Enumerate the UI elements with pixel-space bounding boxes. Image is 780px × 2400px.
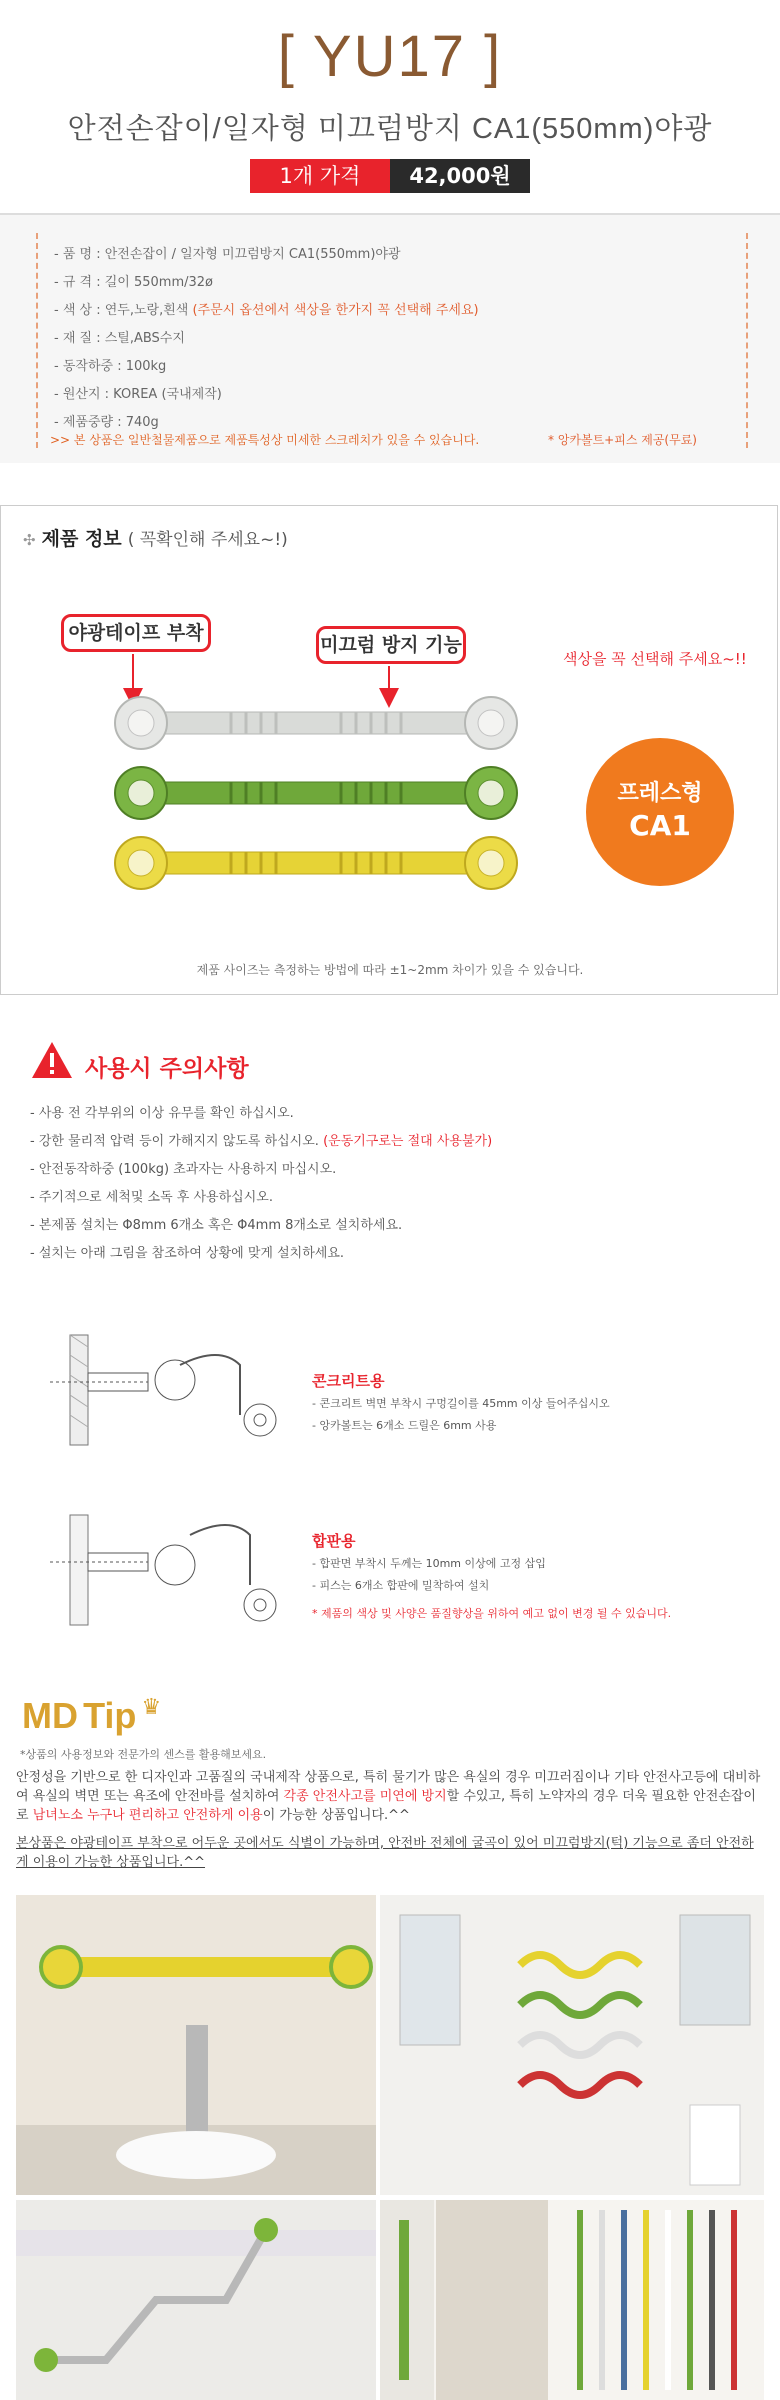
md-tip-subtitle: *상품의 사용정보와 전문가의 센스를 활용해보세요. xyxy=(20,1748,267,1761)
spec-color xyxy=(54,297,479,325)
spec-size: - 규 격 : 길이 550mm/32ø xyxy=(54,275,213,290)
white-grab-bar xyxy=(115,697,517,749)
caution-item-text: - 강한 물리적 압력 등이 가해지지 않도록 하십시오. xyxy=(30,1134,319,1149)
caution-list xyxy=(30,1100,750,1268)
model-code: [ YU17 ] xyxy=(277,24,503,89)
concrete-line: - 앙카볼트는 6개소 드릴은 6mm 사용 xyxy=(312,1419,497,1432)
spec-material: - 재 질 : 스틸,ABS수지 xyxy=(54,331,185,346)
spec-color-note: (주문시 옵션에서 색상을 한가지 꼭 선택해 주세요) xyxy=(192,303,479,318)
glow-tape-label: 야광테이프 부착 xyxy=(68,622,204,644)
md-tip-md: MD xyxy=(22,1695,78,1736)
grab-bars-illustration xyxy=(1,636,561,936)
spec-name: - 품 명 : 안전손잡이 / 일자형 미끄럼방지 CA1(550mm)야광 xyxy=(54,247,401,262)
badge-line1: 프레스형 xyxy=(617,781,703,806)
crown-icon: ♛ xyxy=(141,1695,162,1720)
caution-item: - 주기적으로 세척및 소독 후 사용하십시오. xyxy=(30,1190,273,1205)
green-grab-bar xyxy=(115,767,517,819)
photo-vertical-bars xyxy=(380,2200,764,2400)
spec-load: - 동작하중 : 100kg xyxy=(54,359,167,374)
product-header xyxy=(0,0,780,193)
caution-item-warning: (운동기구로는 절대 사용불가) xyxy=(323,1134,493,1149)
spec-footnote-extra: * 앙카볼트+피스 제공(무료) xyxy=(548,433,697,447)
badge-line2: CA1 xyxy=(629,809,691,842)
spec-weight: - 제품중량 : 740g xyxy=(54,415,159,430)
product-info-title: 제품 정보 xyxy=(41,528,122,550)
photo-bathroom-yellow-bar xyxy=(16,1895,376,2195)
nonslip-label: 미끄럼 방지 기능 xyxy=(320,634,462,656)
caution-item xyxy=(30,1128,750,1156)
md-tip-text-b: 할 수있고, 특히 노약자의 경우 더욱 필요한 안전손잡이로 xyxy=(16,1789,756,1823)
caution-title: 사용시 주의사항 xyxy=(85,1056,249,1082)
md-tip-highlight-1: 각종 안전사고를 미연에 방지 xyxy=(283,1789,447,1804)
concrete-title: 콘크리트용 xyxy=(312,1372,385,1390)
plywood-title: 합판용 xyxy=(312,1532,356,1550)
plywood-install-diagram xyxy=(30,1505,310,1635)
plywood-line: - 피스는 6개소 합판에 밀착하여 설치 xyxy=(312,1579,490,1592)
md-tip-tip: Tip xyxy=(83,1695,137,1736)
product-info-subtitle: ( 꼭확인해 주세요~!) xyxy=(127,530,288,550)
press-type-badge xyxy=(586,738,734,886)
caution-item: - 안전동작하중 (100kg) 초과자는 사용하지 마십시오. xyxy=(30,1162,337,1177)
pick-color-text: 색상을 꼭 선택해 주세요~!! xyxy=(563,650,747,668)
spec-frame xyxy=(36,233,748,448)
warning-icon xyxy=(30,1040,74,1080)
spec-change-notice: * 제품의 색상 및 사양은 품질향상을 위하여 예고 없이 변경 될 수 있습니다. xyxy=(312,1607,672,1620)
caution-item: - 설치는 아래 그림을 참조하여 상황에 맞게 설치하세요. xyxy=(30,1246,345,1261)
size-note: 제품 사이즈는 측정하는 방법에 따라 ±1~2mm 차이가 있을 수 있습니다. xyxy=(196,963,584,977)
concrete-install-diagram xyxy=(30,1325,310,1455)
md-tip-highlight-2: 남녀노소 누구나 편리하고 안전하게 이용 xyxy=(32,1808,263,1823)
md-tip-text-c: 이 가능한 상품입니다.^^ xyxy=(262,1808,410,1823)
md-tip-paragraph xyxy=(16,1768,766,1825)
plywood-line: - 합판면 부착시 두께는 10mm 이상에 고정 삽입 xyxy=(312,1557,546,1570)
move-icon: ✣ xyxy=(23,531,36,549)
product-info-heading xyxy=(23,524,288,551)
md-tip-logo xyxy=(22,1695,161,1737)
price-value: 42,000원 xyxy=(390,159,530,193)
yellow-grab-bar xyxy=(115,837,517,889)
product-info-panel xyxy=(0,505,778,995)
md-tip-text-a: 안정성을 기반으로 한 디자인과 고품질의 국내제작 상품으로, 특히 물기가 많은 욕실의 경우 미끄러짐이나 기타 안전사고등에 대비하여 욕실의 벽면 또는 욕조에 안전바를 설치하여 xyxy=(16,1770,761,1804)
caution-item: - 본제품 설치는 Φ8mm 6개소 혹은 Φ4mm 8개소로 설치하세요. xyxy=(30,1218,403,1233)
spec-box xyxy=(0,213,780,463)
photo-display-wall xyxy=(380,1895,764,2195)
price-row xyxy=(0,159,780,193)
spec-list xyxy=(54,241,479,437)
spec-origin: - 원산지 : KOREA (국내제작) xyxy=(54,387,222,402)
caution-item: - 사용 전 각부위의 이상 유무를 확인 하십시오. xyxy=(30,1106,294,1121)
md-tip-paragraph-2: 본상품은 야광테이프 부착으로 어두운 곳에서도 식별이 가능하며, 안전바 전체에 굴곡이 있어 미끄럼방지(턱) 기능으로 좀더 안전하게 이용이 가능한 상품입니다.^^ xyxy=(16,1836,754,1870)
price-label: 1개 가격 xyxy=(250,159,390,193)
concrete-line: - 콘크리트 벽면 부착시 구멍길이를 45mm 이상 들어주십시오 xyxy=(312,1397,610,1410)
spec-color-text: - 색 상 : 연두,노랑,흰색 xyxy=(54,303,189,318)
product-title: 안전손잡이/일자형 미끄럼방지 CA1(550mm)야광 xyxy=(67,113,713,145)
spec-footnote: >> 본 상품은 일반철물제품으로 제품특성상 미세한 스크레치가 있을 수 있습니다. xyxy=(50,433,480,447)
photo-wave-bar xyxy=(16,2200,376,2400)
